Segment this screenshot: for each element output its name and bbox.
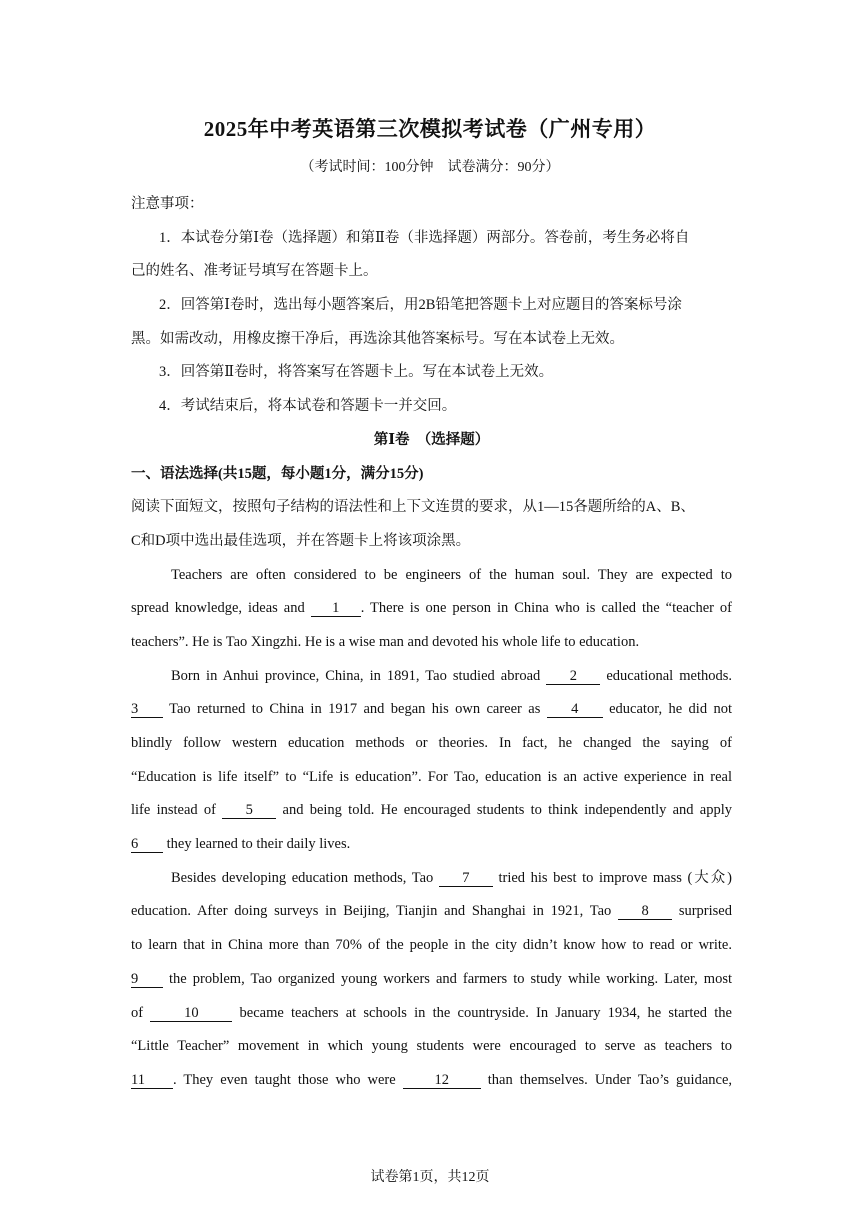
passage-line: of 10 became teachers at schools in the countryside. In January 1934, he started the — [131, 1004, 732, 1021]
answer-blank: 8 — [618, 904, 672, 920]
notice-item-4: 4．考试结束后，将本试卷和答题卡一并交回。 — [159, 398, 457, 415]
answer-blank: 10 — [150, 1006, 232, 1022]
passage-line: life instead of 5 and being told. He encouraged students to think independently and apply — [131, 802, 732, 819]
passage-line: spread knowledge, ideas and 1 . There is one person in China who is called the “teacher of — [131, 600, 732, 617]
instructions-line-2: C和D项中选出最佳选项，并在答题卡上将该项涂黑。 — [131, 532, 471, 549]
passage-line: 6 they learned to their daily lives. — [131, 836, 351, 853]
exam-body — [131, 188, 732, 1098]
notice-heading: 注意事项： — [131, 196, 204, 212]
passage-line: Born in Anhui province, China, in 1891, Tao studied abroad 2 educational methods. — [171, 667, 732, 684]
passage-line: “Little Teacher” movement in which young students were encouraged to serve as teachers to — [131, 1038, 732, 1055]
passage-line: 9 the problem, Tao organized young workers and farmers to study while working. Later, most — [131, 970, 732, 987]
page-footer: 试卷第1页，共12页 — [370, 1170, 490, 1185]
passage-line: to learn that in China more than 70% of the people in the city didn’t know how to read or write. — [131, 937, 732, 954]
passage-line: teachers”. He is Tao Xingzhi. He is a wise man and devoted his whole life to education. — [131, 633, 640, 650]
passage-line: Besides developing education methods, Tao 7 tried his best to improve mass (大众) — [171, 869, 732, 886]
exam-info: （考试时间：100分钟 试卷满分：90分） — [300, 160, 560, 175]
answer-blank: 11 — [131, 1073, 173, 1089]
answer-blank: 1 — [311, 601, 361, 617]
part-heading: 一、语法选择(共15题，每小题1分，满分15分) — [131, 465, 424, 482]
answer-blank: 6 — [131, 837, 163, 853]
passage-line: Teachers are often considered to be engineers of the human soul. They are expected to — [171, 566, 732, 583]
passage-line: blindly follow western education methods or theories. In fact, he changed the saying of — [131, 735, 732, 751]
section-title: 第Ⅰ卷 （选择题） — [373, 431, 490, 448]
notice-item-3: 3．回答第Ⅱ卷时，将答案写在答题卡上。写在本试卷上无效。 — [159, 364, 554, 381]
passage-line: 3 Tao returned to China in 1917 and began his own career as 4 educator, he did not — [131, 701, 732, 718]
notice-item-1-cont: 己的姓名、准考证号填写在答题卡上。 — [131, 263, 378, 280]
answer-blank: 5 — [222, 803, 276, 819]
page-title: 2025年中考英语第三次模拟考试卷（广州专用） — [203, 117, 657, 141]
notice-item-2-cont: 黑。如需改动，用橡皮擦干净后，再选涂其他答案标号。写在本试卷上无效。 — [131, 330, 624, 347]
passage-line: “Education is life itself” to “Life is education”. For Tao, education is an active experience in real — [131, 768, 732, 785]
passage-line: education. After doing surveys in Beijing, Tianjin and Shanghai in 1921, Tao 8 surprised — [131, 903, 732, 920]
notice-item-2: 2．回答第Ⅰ卷时，选出每小题答案后，用2B铅笔把答题卡上对应题目的答案标号涂 — [159, 297, 682, 314]
instructions-line-1: 阅读下面短文，按照句子结构的语法性和上下文连贯的要求，从1—15各题所给的A、B、 — [131, 499, 695, 516]
answer-blank: 3 — [131, 702, 163, 718]
answer-blank: 7 — [439, 871, 493, 887]
answer-blank: 9 — [131, 972, 163, 988]
passage-line: 11 . They even taught those who were 12 than themselves. Under Tao’s guidance, — [131, 1071, 732, 1088]
answer-blank: 12 — [403, 1073, 481, 1089]
answer-blank: 2 — [546, 669, 600, 685]
notice-item-1: 1．本试卷分第Ⅰ卷（选择题）和第Ⅱ卷（非选择题）两部分。答卷前，考生务必将自 — [159, 229, 690, 246]
answer-blank: 4 — [547, 702, 603, 718]
